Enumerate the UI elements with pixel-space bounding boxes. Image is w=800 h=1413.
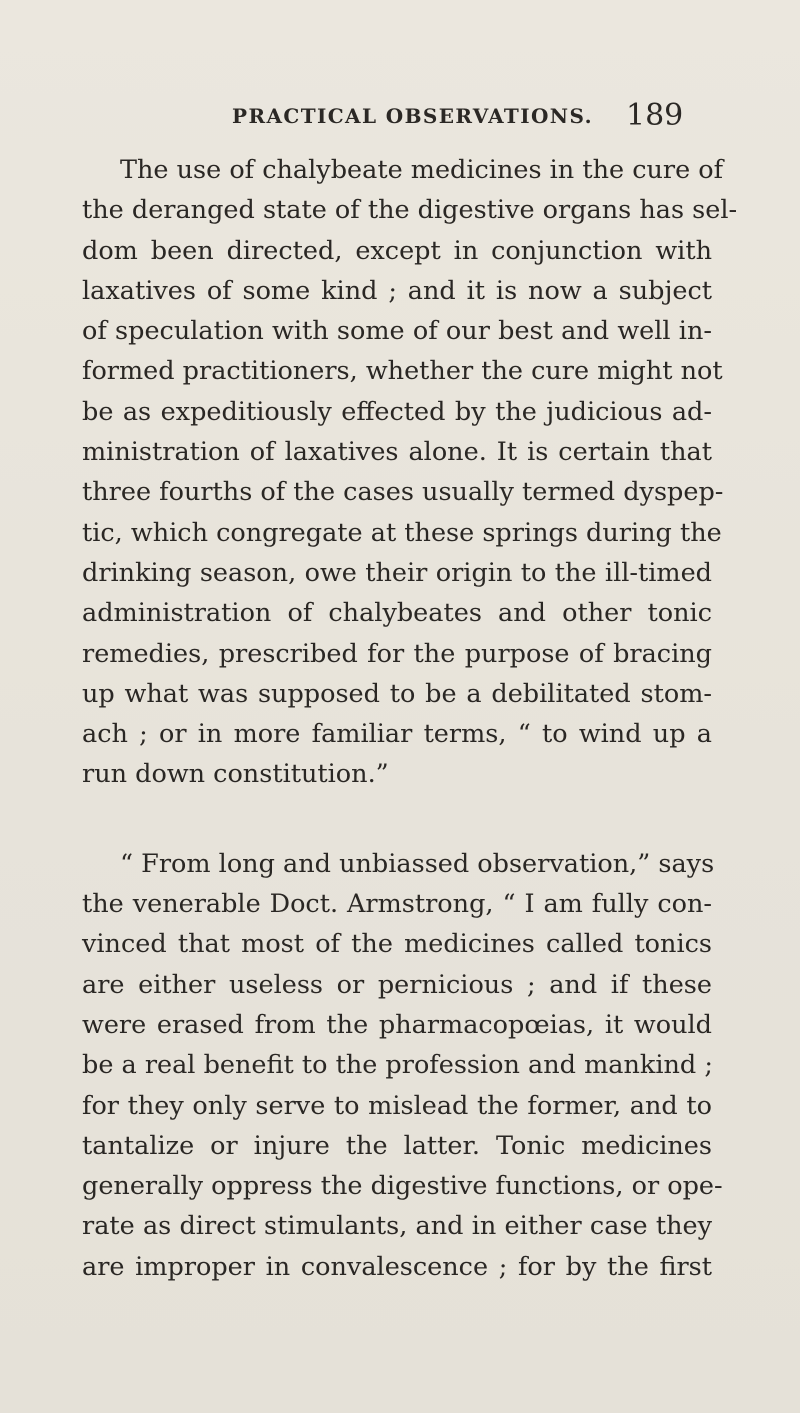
text-line: up what was supposed to be a debilitated stom- [82,678,712,709]
text-line: administration of chalybeates and other tonic [82,598,712,629]
text-line: be as expeditiously effected by the judicious ad- [82,396,712,427]
running-title: PRACTICAL OBSERVATIONS. [232,104,593,128]
text-line: run down constitution.” [82,759,389,790]
text-line: ach ; or in more familiar terms, “ to wind up a [82,719,712,750]
text-line: the deranged state of the digestive organs has sel- [82,195,738,226]
text-line: tantalize or injure the latter. Tonic medicines [82,1130,712,1161]
body-text [82,150,738,1287]
text-line: drinking season, owe their origin to the ill-timed [82,557,712,588]
paragraph-spacer [82,795,712,844]
page-number: 189 [626,98,684,133]
text-line: laxatives of some kind ; and it is now a subject [82,275,712,306]
text-line: rate as direct stimulants, and in either case they [82,1211,712,1242]
text-line: tic, which congregate at these springs during the [82,517,722,548]
text-line: of speculation with some of our best and well in- [82,316,712,347]
running-head [232,98,684,140]
text-line: The use of chalybeate medicines in the cure of [120,155,724,185]
text-line: formed practitioners, whether the cure might not [82,356,723,387]
paragraph-1 [82,150,738,795]
text-line: were erased from the pharmacopœias, it would [82,1009,712,1040]
text-line: generally oppress the digestive functions, or ope- [82,1171,723,1202]
text-line: be a real benefit to the profession and mankind ; [82,1050,713,1081]
text-line: three fourths of the cases usually termed dyspep- [82,477,724,508]
paragraph-2 [82,844,723,1287]
text-line: vinced that most of the medicines called tonics [82,929,712,960]
text-line: dom been directed, except in conjunction with [82,235,712,266]
text-line: “ From long and unbiassed observation,” says [120,848,715,879]
text-line: remedies, prescribed for the purpose of bracing [82,638,712,669]
text-line: for they only serve to mislead the former, and to [82,1090,712,1121]
text-line: are improper in convalescence ; for by the first [82,1251,712,1282]
text-line: are either useless or pernicious ; and if these [82,969,712,1000]
text-line: ministration of laxatives alone. It is certain that [82,437,712,468]
text-line: the venerable Doct. Armstrong, “ I am fully con- [82,889,712,920]
